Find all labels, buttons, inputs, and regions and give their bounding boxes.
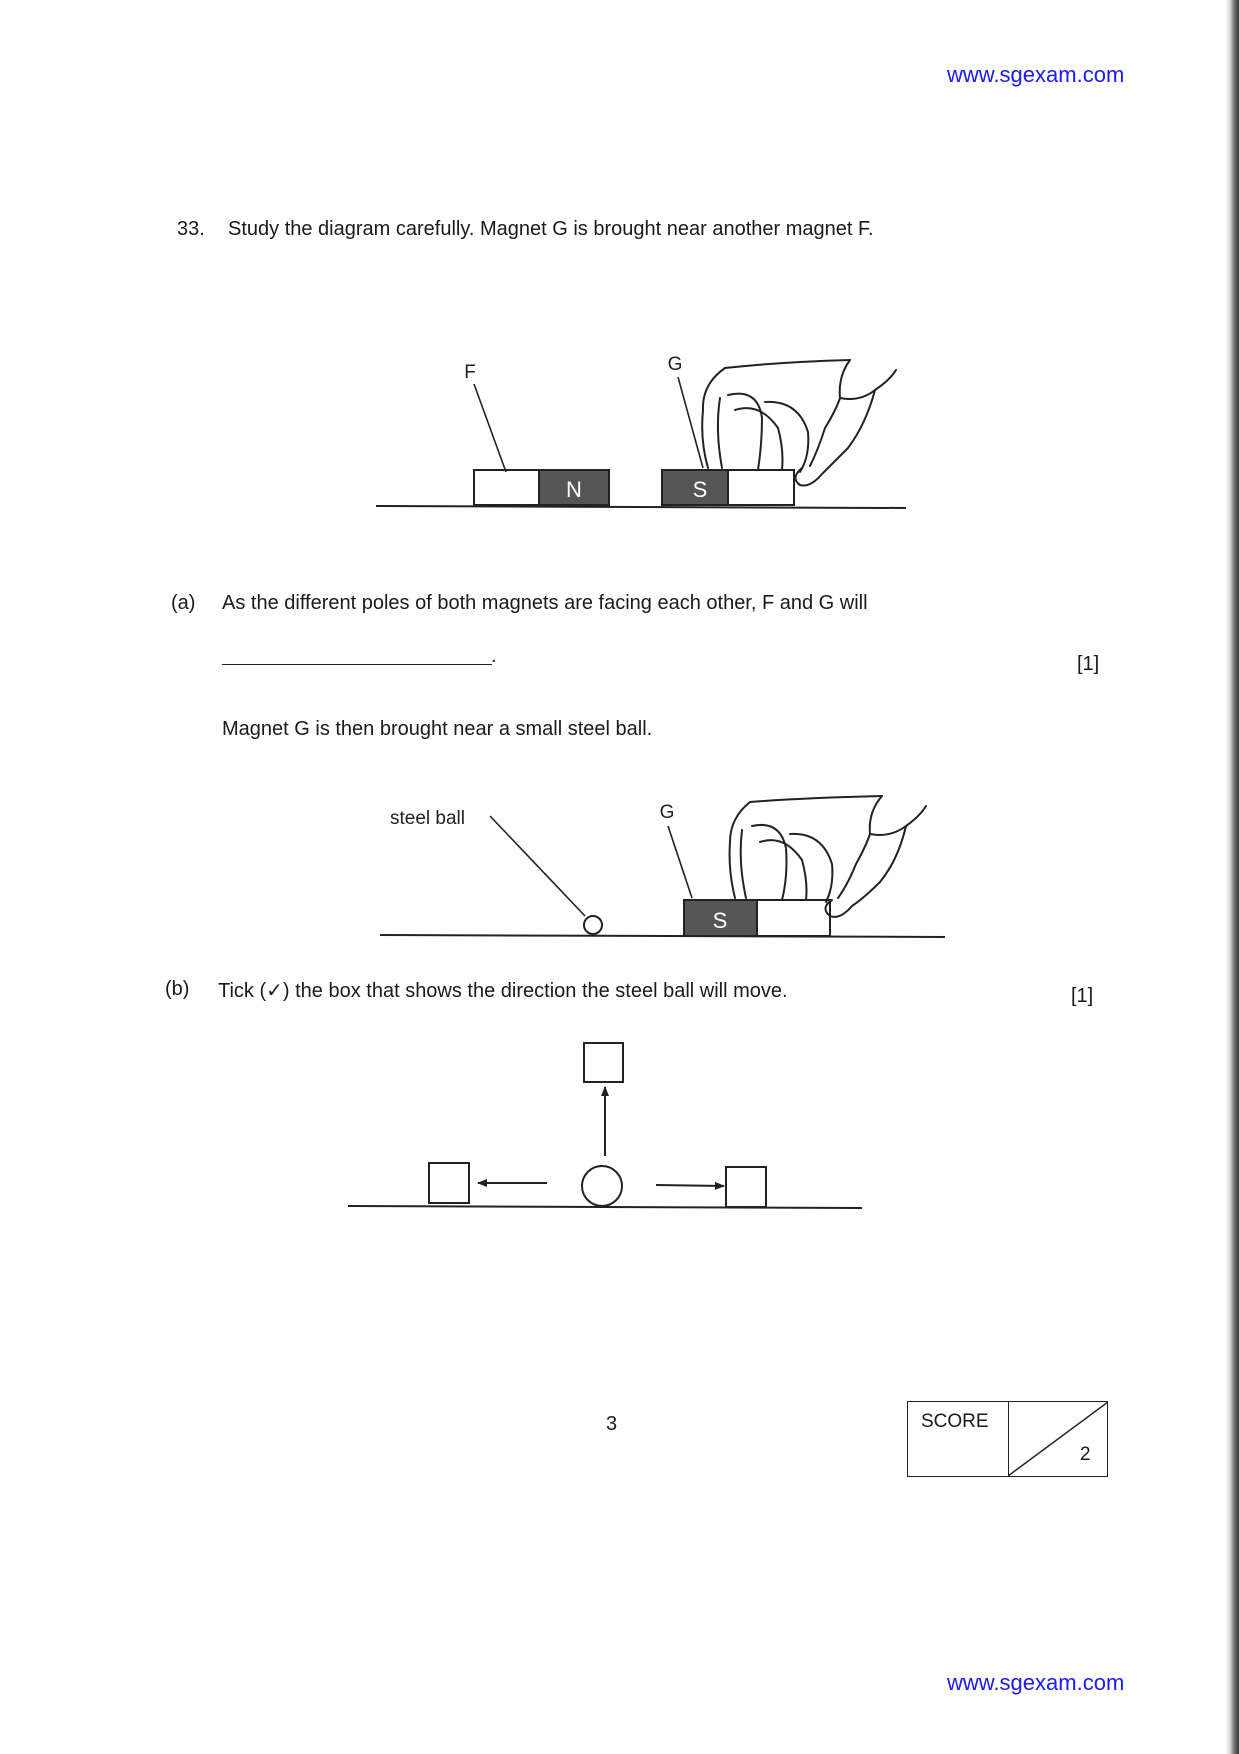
label-g: G [667,354,683,375]
pole-n-label: N [566,477,582,502]
steel-ball [584,916,602,934]
part-a-answer-blank[interactable] [222,664,492,665]
steel-ball-diagram [370,780,950,945]
tick-box-right[interactable] [725,1166,767,1208]
tick-box-up[interactable] [583,1042,624,1083]
label-steel-ball-pointer [490,816,585,916]
page-edge-shadow [1225,0,1239,1754]
ground-line [376,506,906,508]
label-steel-ball: steel ball [390,808,465,829]
part-a-marks: [1] [1077,653,1100,675]
label-g-2: G [659,802,675,823]
arrow-right [656,1185,724,1186]
tick-box-left[interactable] [428,1162,470,1204]
part-a-blank-suffix: . [491,645,497,667]
ground-line-2 [380,935,945,937]
part-a-text: As the different poles of both magnets are facing each other, F and G will [222,592,868,614]
part-b-intro-text: Magnet G is then brought near a small steel ball. [222,718,653,740]
pole-s-label: S [692,477,708,502]
score-box [907,1401,1108,1477]
magnet-g-plain-half [728,470,794,505]
score-max: 2 [1080,1444,1091,1465]
label-g-pointer-2 [668,826,692,898]
score-diagonal [1008,1402,1108,1476]
magnet-g-plain-half-2 [757,900,830,936]
header-site-link[interactable]: www.sgexam.com [947,62,1125,87]
question-number: 33. [177,218,205,240]
question-stem: Study the diagram carefully. Magnet G is brought near another magnet F. [228,218,874,240]
score-label: SCORE [921,1411,989,1432]
label-g-pointer [678,377,703,468]
magnet-f-plain-half [474,470,539,505]
part-b-marks: [1] [1071,985,1094,1007]
ball-circle [582,1166,622,1206]
hand-icon-2 [730,796,926,917]
part-b-label: (b) [165,978,190,1000]
page-number: 3 [606,1413,618,1435]
magnets-diagram [370,340,920,520]
label-f-pointer [474,384,506,472]
footer-site-link[interactable]: www.sgexam.com [947,1670,1125,1695]
part-a-label: (a) [171,592,196,614]
label-f: F [464,362,476,383]
part-b-text: Tick (✓) the box that shows the direction the steel ball will move. [218,980,788,1002]
hand-icon [702,360,896,486]
pole-s-label-2: S [712,908,728,933]
